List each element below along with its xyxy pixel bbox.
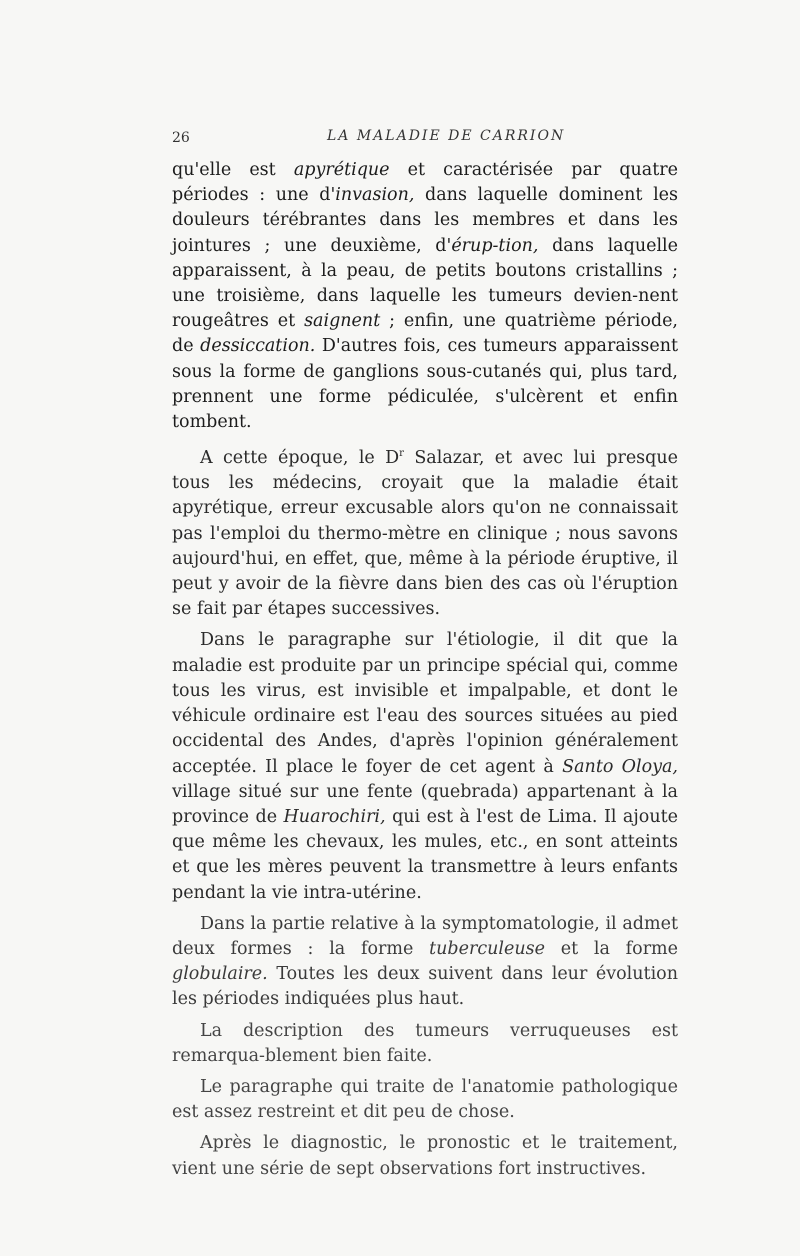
body-text xyxy=(172,158,678,1188)
text-run: Toutes les deux suivent dans leur évolution les périodes indiquées plus haut. xyxy=(172,964,678,1010)
text-run: village situé sur une fente (quebrada) appartenant à la province de xyxy=(172,781,678,827)
text-run: et la forme xyxy=(544,938,679,959)
italic-term: globulaire. xyxy=(172,964,268,985)
text-run: dans laquelle dominent les douleurs térébrantes dans les membres et dans les jointures ; une deuxième, d' xyxy=(172,185,679,256)
italic-term: apyrétique xyxy=(293,160,390,180)
paragraph xyxy=(172,1075,678,1125)
paragraph xyxy=(172,1131,678,1181)
page-header xyxy=(172,128,678,152)
running-title: LA MALADIE DE CARRION xyxy=(327,128,566,144)
paragraph xyxy=(172,912,678,1013)
text-run: qui est à l'est de Lima. Il ajoute que même les chevaux, les mules, etc., en sont atteints et que les mères peuvent la transmettre à leurs enfants pendant la vie intra-utérine. xyxy=(172,806,678,903)
italic-term: invasion, xyxy=(335,185,415,206)
text-run: dans laquelle apparaissent, à la peau, de petits boutons cristallins ; une troisième, dans laquelle les tumeurs devien-nent rougeâtres et xyxy=(172,235,678,332)
paragraph xyxy=(172,1019,678,1069)
italic-term: Santo Oloya, xyxy=(562,756,679,777)
paragraph xyxy=(172,158,678,435)
text-run: Dans la partie relative à la symptomatologie, il admet deux formes : la forme xyxy=(172,913,678,959)
text-run: et caractérisée par quatre périodes : une d' xyxy=(172,160,678,206)
page-number: 26 xyxy=(172,130,190,146)
italic-term: érup-tion, xyxy=(451,235,539,256)
paragraph xyxy=(172,628,678,905)
text-run: La description des tumeurs verruqueuses est remarqua-blement bien faite. xyxy=(172,1020,678,1066)
text-run: Salazar, et avec lui presque tous les médecins, croyait que la maladie était apyrétique, erreur excusable alors qu'on ne connaissait pas l'emploi du thermo-mètre en clinique ; nous savons aujourd'hui, en effet, que, même à la période éruptive, il peut y avoir de la fièvre dans bien des cas où l'éruption se fait par étapes successives. xyxy=(172,448,678,620)
text-run: Après le diagnostic, le pronostic et le traitement, vient une série de sept observations fort instructives. xyxy=(172,1133,678,1179)
text-run: D'autres fois, ces tumeurs apparaissent sous la forme de ganglions sous-cutanés qui, plus tard, prennent une forme pédiculée, s'ulcèrent et enfin tombent. xyxy=(172,336,679,433)
italic-term: tuberculeuse xyxy=(429,938,545,959)
italic-term: Huarochiri, xyxy=(283,806,386,827)
superscript: r xyxy=(399,448,404,460)
text-run: qu'elle est xyxy=(172,160,294,180)
italic-term: saignent xyxy=(304,311,381,332)
text-run: Dans le paragraphe sur l'étiologie, il dit que la maladie est produite par un principe spécial qui, comme tous les virus, est invisible et impalpable, et dont le véhicule ordinaire est l'eau des sources situées au pied occidental des Andes, d'après l'opinion généralement acceptée. Il place le foyer de cet agent à xyxy=(172,630,678,777)
text-run: ; enfin, une quatrième période, de xyxy=(172,311,678,357)
text-run: Le paragraphe qui traite de l'anatomie pathologique est assez restreint et dit peu de chose. xyxy=(172,1076,678,1123)
text-run: A cette époque, le D xyxy=(200,448,400,469)
italic-term: dessiccation. xyxy=(200,336,316,357)
paragraph xyxy=(172,441,678,622)
